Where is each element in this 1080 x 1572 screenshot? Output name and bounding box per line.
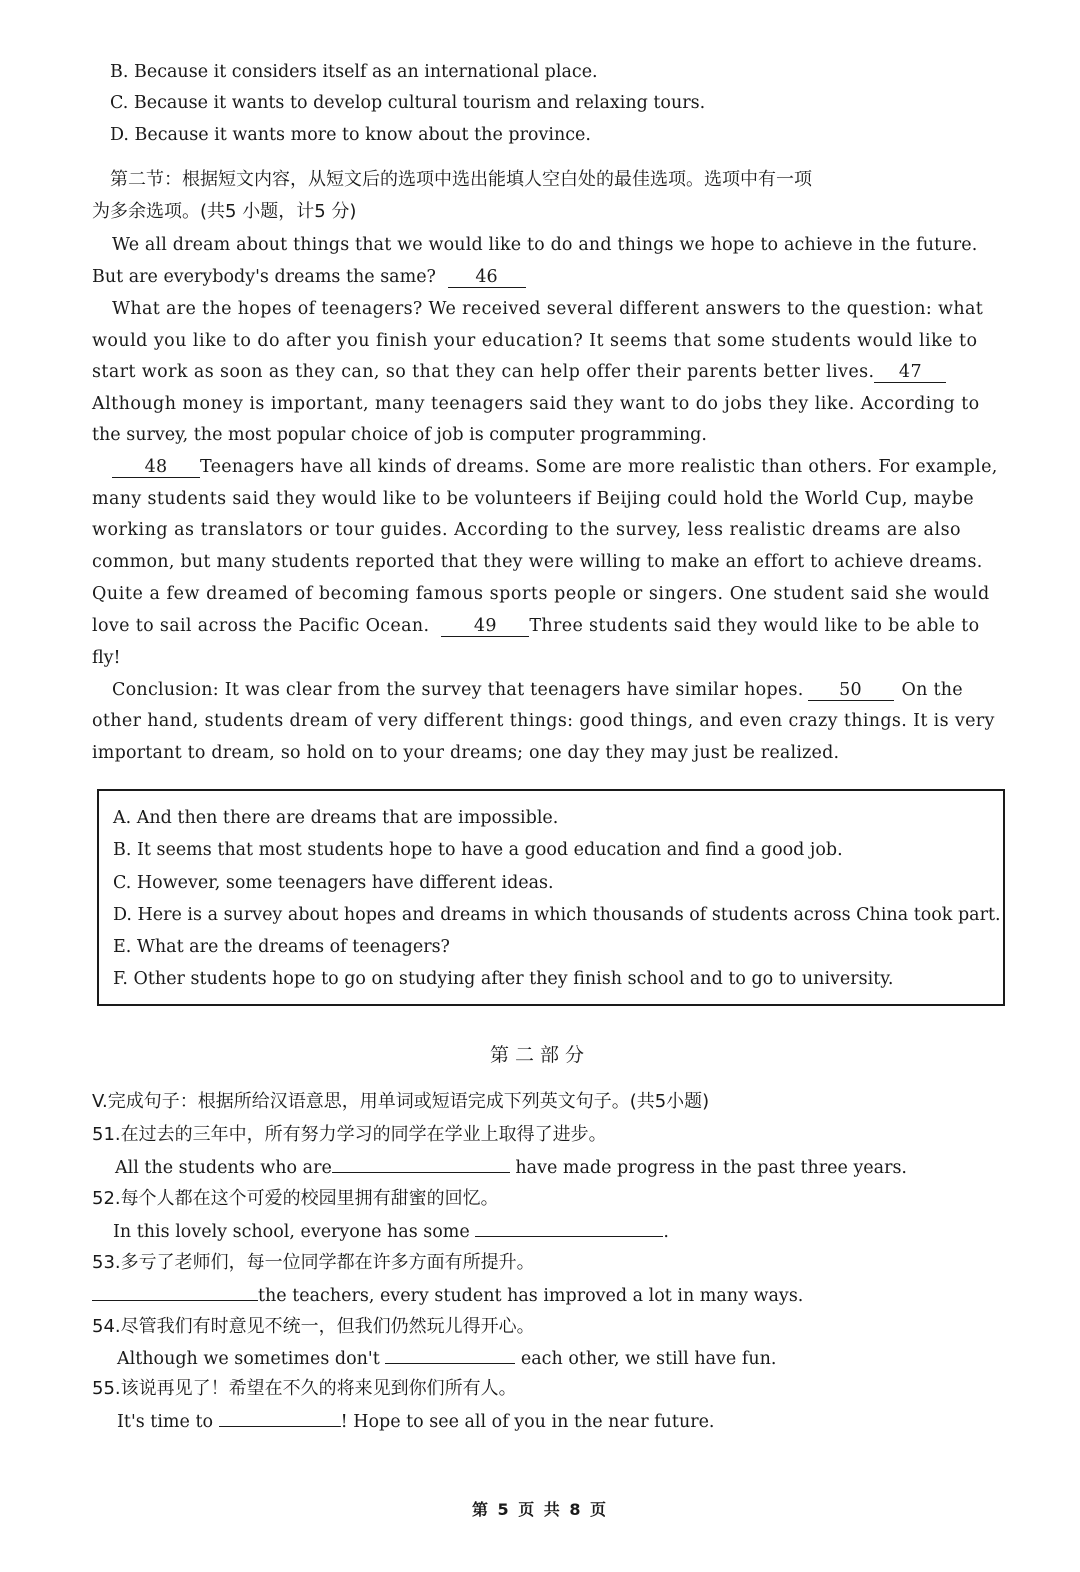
passage-p2-line1: What are the hopes of teenagers? We received several different answers to the question: what	[112, 299, 984, 319]
passage-p2-line5: the survey, the most popular choice of job is computer programming.	[92, 425, 707, 445]
passage-p1-line2	[92, 265, 526, 289]
passage-p2-line4: Although money is important, many teenagers said they want to do jobs they like. According to	[92, 394, 980, 414]
passage-p3-line5: Quite a few dreamed of becoming famous sports people or singers. One student said she would	[92, 584, 990, 604]
q55-chinese: 55.该说再见了！希望在不久的将来见到你们所有人。	[92, 1378, 517, 1399]
sentence-text: ! Hope to see all of you in the near future.	[340, 1412, 715, 1432]
sentence-text: In this lovely school, everyone has some	[113, 1222, 470, 1242]
section2-instruction-line2: 为多余选项。(共5 小题，计5 分)	[92, 201, 357, 222]
passage-p1-line1: We all dream about things that we would like to do and things we hope to achieve in the future.	[112, 235, 978, 255]
option-f: F. Other students hope to go on studying after they finish school and to go to university.	[113, 969, 894, 989]
passage-p2-line2: would you like to do after you finish your education? It seems that some students would like to	[92, 331, 978, 351]
passage-text: Conclusion: It was clear from the survey that teenagers have similar hopes.	[112, 680, 804, 700]
q51-english	[115, 1156, 907, 1180]
sentence-text: the teachers, every student has improved a lot in many ways.	[258, 1286, 804, 1306]
prev-option-c: C. Because it wants to develop cultural tourism and relaxing tours.	[110, 93, 706, 113]
blank-46: 46	[448, 267, 526, 288]
part2-heading: 第二部分	[489, 1044, 590, 1066]
passage-p4-line3: important to dream, so hold on to your dreams; one day they may just be realized.	[92, 743, 840, 763]
passage-p3-line2: many students said they would like to be volunteers if Beijing could hold the World Cup, maybe	[92, 489, 974, 509]
sentence-text: All the students who are	[115, 1158, 332, 1178]
q54-english	[117, 1347, 776, 1371]
passage-p3-line7: fly!	[92, 648, 121, 668]
q53-answer-blank[interactable]	[92, 1300, 258, 1301]
option-e: E. What are the dreams of teenagers?	[113, 937, 450, 957]
prev-option-d: D. Because it wants more to know about the province.	[110, 125, 591, 145]
sentence-text: each other, we still have fun.	[520, 1349, 777, 1369]
passage-p2-line3	[92, 360, 946, 384]
q55-english	[117, 1410, 715, 1434]
passage-p3-line4: common, but many students reported that they were willing to make an effort to achieve dreams.	[92, 552, 983, 572]
sentence-text: Although we sometimes don't	[117, 1349, 380, 1369]
passage-p3-line1	[112, 455, 998, 479]
prev-option-b: B. Because it considers itself as an international place.	[110, 62, 598, 82]
blank-49: 49	[441, 616, 529, 637]
passage-p3-line3: working as translators or tour guides. According to the survey, less realistic dreams are also	[92, 520, 962, 540]
passage-p4-line1	[112, 678, 963, 702]
passage-text: Three students said they would like to be able to	[529, 616, 980, 636]
option-d: D. Here is a survey about hopes and dreams in which thousands of students across China took part.	[113, 905, 1001, 925]
passage-text: But are everybody's dreams the same?	[92, 267, 436, 287]
part2-instruction: V.完成句子：根据所给汉语意思，用单词或短语完成下列英文句子。(共5小题)	[92, 1091, 710, 1112]
option-b: B. It seems that most students hope to have a good education and find a good job.	[113, 840, 843, 860]
page-footer: 第 5 页 共 8 页	[471, 1500, 609, 1519]
q53-chinese: 53.多亏了老师们，每一位同学都在许多方面有所提升。	[92, 1252, 535, 1273]
q53-english	[92, 1284, 803, 1308]
blank-47: 47	[874, 362, 946, 383]
q51-chinese: 51.在过去的三年中，所有努力学习的同学在学业上取得了进步。	[92, 1124, 607, 1145]
q52-chinese: 52.每个人都在这个可爱的校园里拥有甜蜜的回忆。	[92, 1188, 499, 1209]
sentence-text: have made progress in the past three years.	[515, 1158, 907, 1178]
passage-text: love to sail across the Pacific Ocean.	[92, 616, 430, 636]
passage-p4-line2: other hand, students dream of very different things: good things, and even crazy things. It is very	[92, 711, 995, 731]
passage-p3-line6	[92, 614, 980, 638]
q54-chinese: 54.尽管我们有时意见不统一，但我们仍然玩儿得开心。	[92, 1316, 535, 1337]
option-a: A. And then there are dreams that are impossible.	[113, 808, 559, 828]
q51-answer-blank[interactable]	[332, 1172, 510, 1173]
blank-50: 50	[808, 680, 894, 701]
q55-answer-blank[interactable]	[219, 1426, 341, 1427]
sentence-text: .	[663, 1222, 669, 1242]
options-box	[97, 789, 1005, 1006]
q52-english	[113, 1220, 669, 1244]
section2-instruction-line1: 第二节：根据短文内容，从短文后的选项中选出能填人空白处的最佳选项。选项中有一项	[110, 169, 812, 190]
option-c: C. However, some teenagers have different ideas.	[113, 873, 554, 893]
q52-answer-blank[interactable]	[475, 1236, 663, 1237]
passage-text: Teenagers have all kinds of dreams. Some are more realistic than others. For example,	[200, 457, 998, 477]
passage-text: start work as soon as they can, so that they can help offer their parents better lives.	[92, 362, 875, 382]
blank-48: 48	[112, 457, 200, 478]
q54-answer-blank[interactable]	[385, 1363, 515, 1364]
passage-text: On the	[901, 680, 963, 700]
sentence-text: It's time to	[117, 1412, 214, 1432]
